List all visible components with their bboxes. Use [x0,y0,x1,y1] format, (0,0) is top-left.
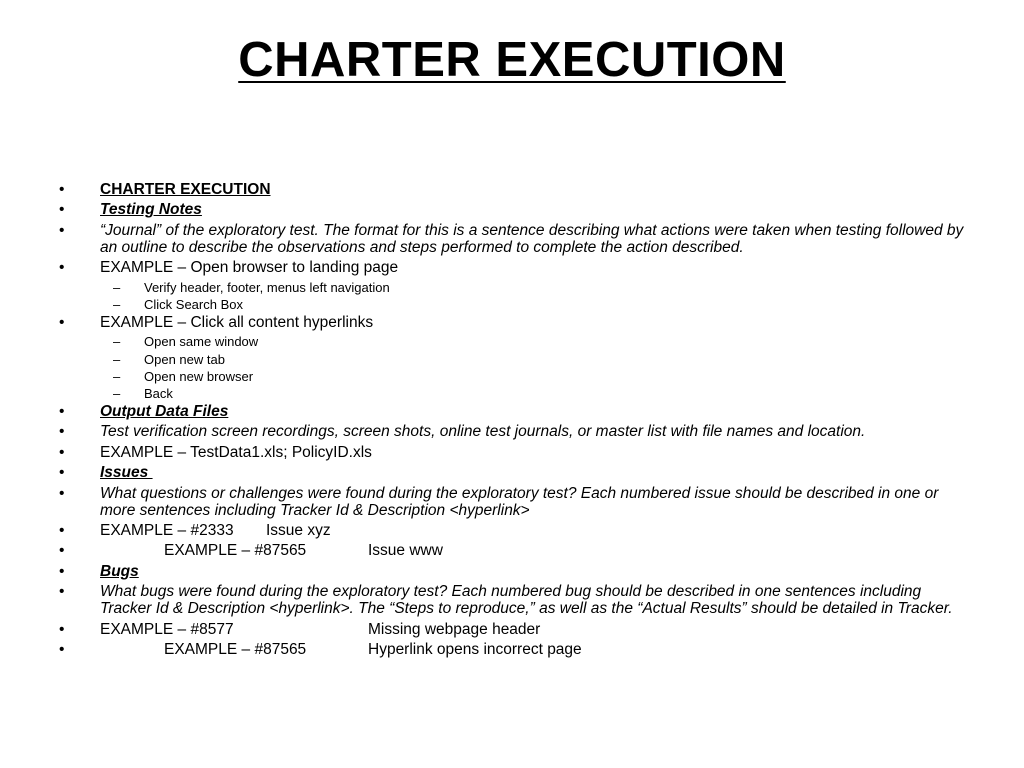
dash-icon: – [113,296,121,312]
sub-item-text: Back [144,385,173,401]
bullet-icon: • [59,562,65,580]
list-item-example-click-hyperlinks [0,314,1024,331]
bug-example-row [100,641,970,658]
issue-example-row [100,542,970,559]
bug-id-label: EXAMPLE – #87565 [164,640,307,658]
output-example: EXAMPLE – TestData1.xls; PolicyID.xls [100,443,372,461]
bullet-icon: • [59,583,65,601]
list-item-issue-example-2 [0,542,1024,559]
dash-icon: – [113,368,121,384]
journal-description: “Journal” of the exploratory test. The format for this is a sentence describing what actions were taken when testing followed by an outline to describe the observations and steps performed to complete the action described. [100,221,964,256]
testing-notes-heading: Testing Notes [100,201,202,219]
sub-list-item [0,369,1024,384]
issues-heading: Issues [100,464,153,482]
bullet-icon: • [59,464,65,482]
issue-id-label: EXAMPLE – #87565 [164,542,307,560]
bullet-icon: • [59,201,65,219]
sub-list-item [0,297,1024,312]
bullet-icon: • [59,313,65,331]
output-description: Test verification screen recordings, screen shots, online test journals, or master list with file names and location. [100,423,866,441]
list-item-output-data-files [0,403,1024,420]
list-item-bugs [0,563,1024,580]
bullet-icon: • [59,259,65,277]
dash-icon: – [113,334,121,350]
sub-list-item [0,280,1024,295]
bug-value: Hyperlink opens incorrect page [368,640,582,658]
slide-title: CHARTER EXECUTION [238,33,786,87]
charter-execution-heading: CHARTER EXECUTION [100,181,271,198]
bugs-heading: Bugs [100,562,139,580]
list-item-issue-example-1 [0,522,1024,539]
list-item-issues-text [0,485,1024,519]
issue-id-label: EXAMPLE – #2333 [100,522,234,540]
example-open-browser: EXAMPLE – Open browser to landing page [100,259,399,277]
bullet-icon: • [59,443,65,461]
issue-example-row [100,522,970,539]
dash-icon: – [113,279,121,295]
sub-list-item [0,386,1024,401]
output-data-files-heading: Output Data Files [100,403,229,421]
bullet-icon: • [59,423,65,441]
dash-icon: – [113,385,121,401]
bugs-description: What bugs were found during the exploratory test? Each numbered bug should be described in one sentences including Tracker Id & Description <hyperlink>. The “Steps to reproduce,” as well as the “Actual Results” should be detailed in Tracker. [100,583,953,618]
bug-id-label: EXAMPLE – #8577 [100,620,234,638]
example-click-hyperlinks: EXAMPLE – Click all content hyperlinks [100,313,374,331]
list-item-output-example [0,444,1024,461]
issue-value: Issue xyz [266,522,331,540]
bullet-icon: • [59,181,65,198]
bug-value: Missing webpage header [368,620,541,638]
list-item-bug-example-2 [0,641,1024,658]
list-item-output-text [0,423,1024,440]
list-item-bugs-text [0,583,1024,617]
sub-item-text: Open same window [144,334,259,350]
issues-description: What questions or challenges were found during the exploratory test? Each numbered issue should be described in one or more sentences including Tracker Id & Description <hyperlink> [100,484,939,519]
bullet-list [0,181,1024,661]
list-item-bug-example-1 [0,621,1024,638]
dash-icon: – [113,351,121,367]
bullet-icon: • [59,542,65,560]
list-item-example-open-browser [0,259,1024,276]
sub-list-item [0,352,1024,367]
bug-example-row [100,621,970,638]
bullet-icon: • [59,620,65,638]
issue-value: Issue www [368,542,443,560]
sub-item-text: Open new tab [144,351,225,367]
bullet-icon: • [59,522,65,540]
bullet-icon: • [59,640,65,658]
bullet-icon: • [59,484,65,502]
list-item-journal [0,222,1024,256]
bullet-icon: • [59,403,65,421]
issues-heading-wrap [100,464,970,481]
bullet-icon: • [59,221,65,239]
sub-item-text: Verify header, footer, menus left navigation [144,279,390,295]
list-item-charter-execution [0,181,1024,198]
list-item-issues [0,464,1024,481]
list-item-testing-notes [0,201,1024,218]
sub-list-item [0,334,1024,349]
sub-item-text: Open new browser [144,368,254,384]
sub-item-text: Click Search Box [144,296,243,312]
